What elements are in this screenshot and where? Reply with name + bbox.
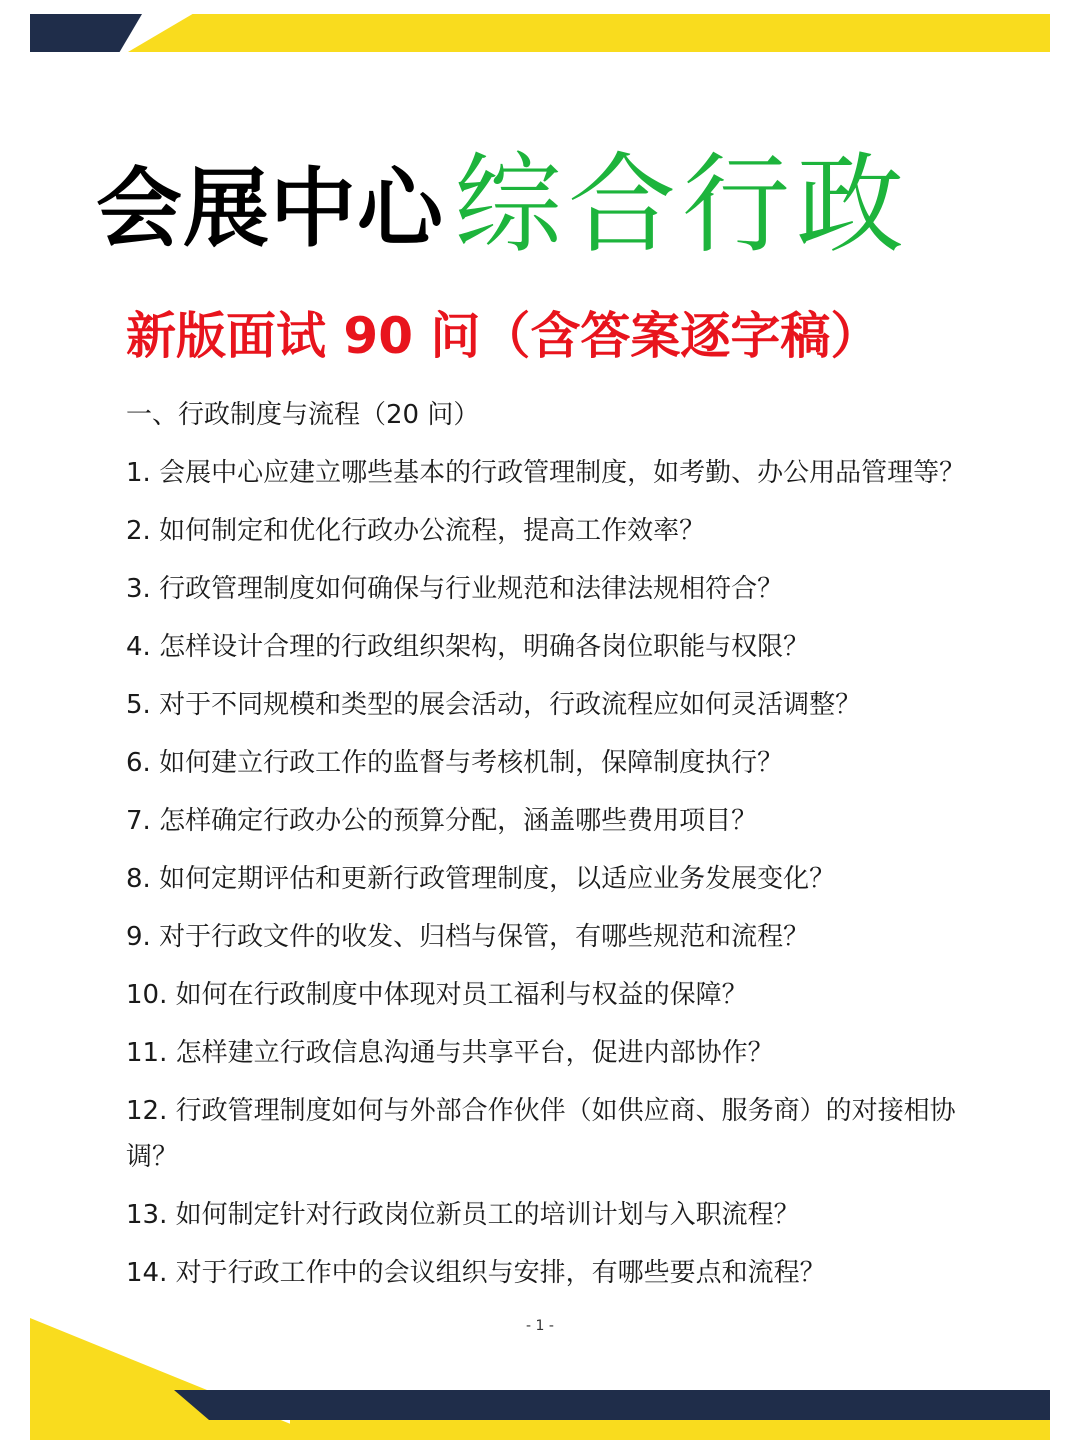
question-item: 14. 对于行政工作中的会议组织与安排，有哪些要点和流程？ bbox=[126, 1258, 826, 1288]
bottom-yellow-band bbox=[290, 1420, 1050, 1440]
bottom-navy-banner bbox=[174, 1390, 1050, 1420]
question-item: 6. 如何建立行政工作的监督与考核机制，保障制度执行？ bbox=[126, 748, 784, 778]
question-item: 2. 如何制定和优化行政办公流程，提高工作效率？ bbox=[126, 516, 706, 546]
question-item: 5. 对于不同规模和类型的展会活动，行政流程应如何灵活调整？ bbox=[126, 690, 862, 720]
question-list bbox=[126, 392, 1006, 1308]
question-item: 9. 对于行政文件的收发、归档与保管，有哪些规范和流程？ bbox=[126, 922, 810, 952]
title-green-part: 综合行政 bbox=[454, 143, 911, 268]
page-subtitle: 新版面试 90 问（含答案逐字稿） bbox=[126, 307, 881, 365]
question-item: 1. 会展中心应建立哪些基本的行政管理制度，如考勤、办公用品管理等？ bbox=[126, 458, 966, 488]
page-title bbox=[96, 140, 911, 268]
question-item: 3. 行政管理制度如何确保与行业规范和法律法规相符合？ bbox=[126, 574, 784, 604]
question-item: 7. 怎样确定行政办公的预算分配，涵盖哪些费用项目？ bbox=[126, 806, 758, 836]
top-yellow-banner bbox=[128, 14, 1050, 52]
bottom-yellow-triangle bbox=[30, 1318, 330, 1440]
page-number: - 1 - bbox=[526, 1318, 554, 1334]
section-heading: 一、行政制度与流程（20 问） bbox=[126, 400, 480, 430]
question-item: 4. 怎样设计合理的行政组织架构，明确各岗位职能与权限？ bbox=[126, 632, 810, 662]
question-item: 8. 如何定期评估和更新行政管理制度，以适应业务发展变化？ bbox=[126, 864, 836, 894]
question-item: 10. 如何在行政制度中体现对员工福利与权益的保障？ bbox=[126, 980, 748, 1010]
question-item: 13. 如何制定针对行政岗位新员工的培训计划与入职流程？ bbox=[126, 1200, 800, 1230]
title-black-part: 会展中心 bbox=[96, 159, 444, 259]
top-navy-banner bbox=[30, 14, 142, 52]
question-item: 11. 怎样建立行政信息沟通与共享平台，促进内部协作？ bbox=[126, 1038, 774, 1068]
question-item: 12. 行政管理制度如何与外部合作伙伴（如供应商、服务商）的对接相协调？ bbox=[126, 1096, 956, 1172]
